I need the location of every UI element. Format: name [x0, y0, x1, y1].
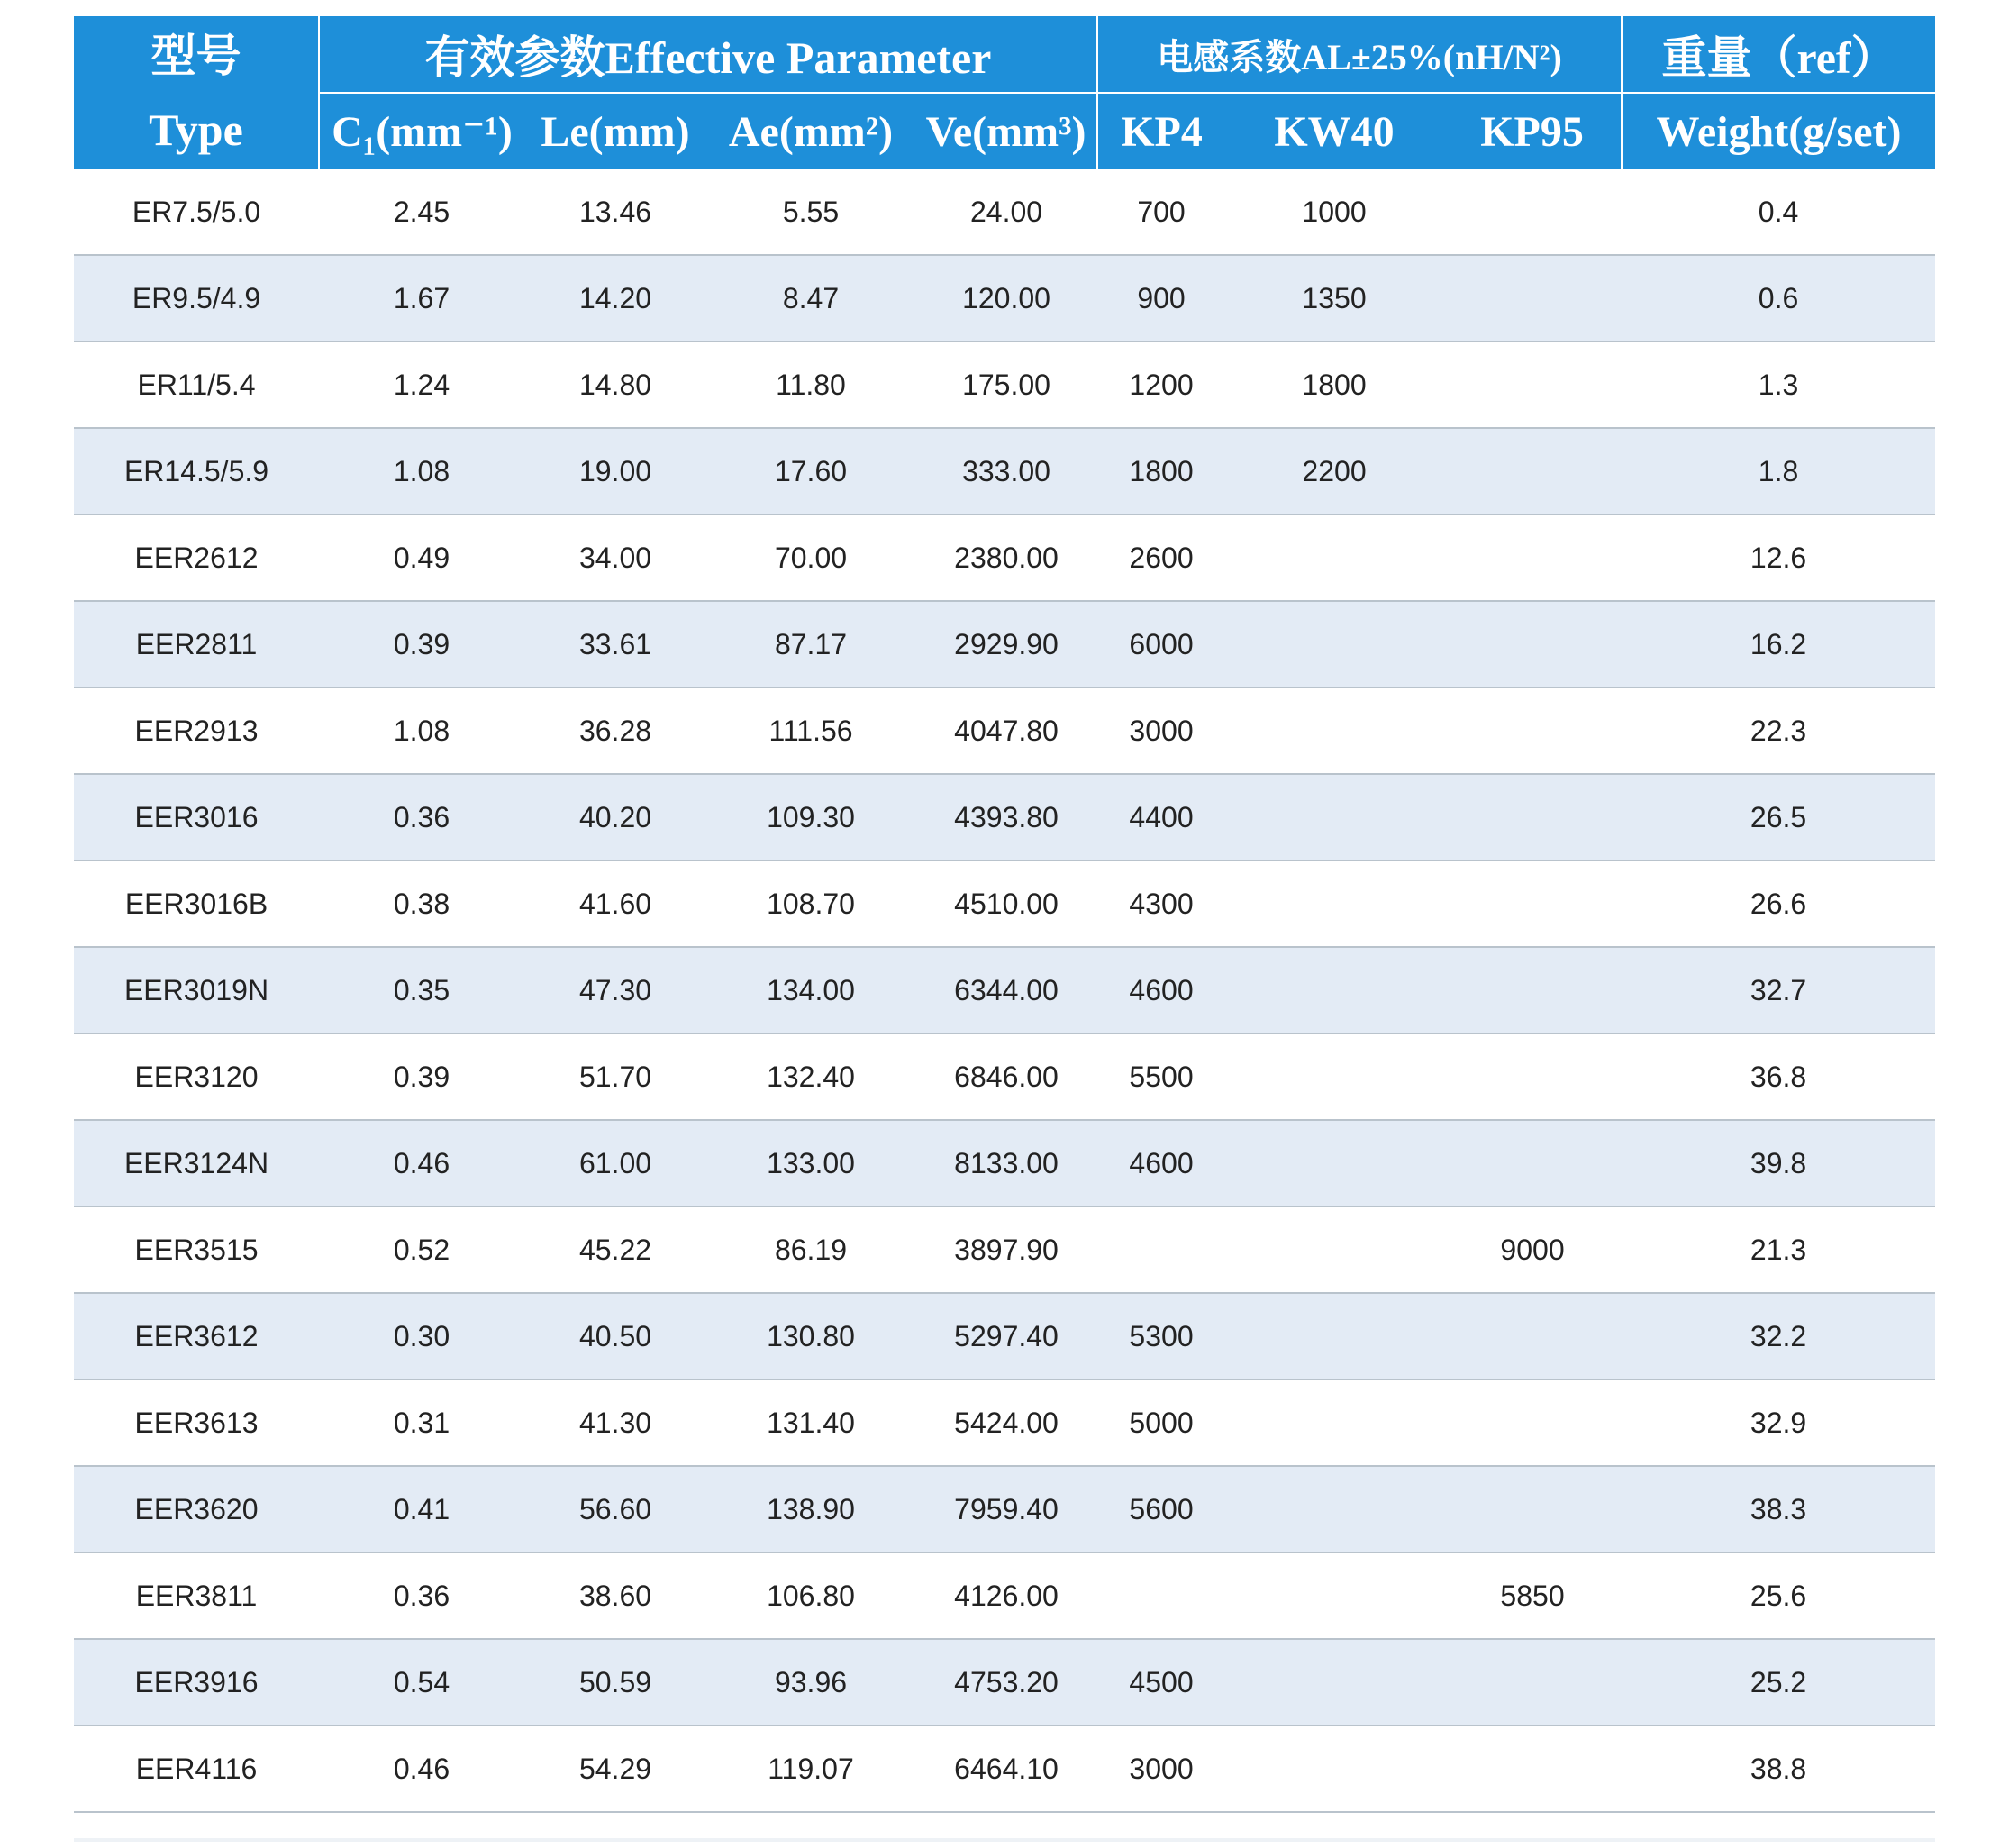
- ae-cell: 138.90: [706, 1466, 915, 1552]
- table-body: [74, 169, 1935, 1812]
- type-cell: EER3916: [74, 1639, 319, 1725]
- table-row: [74, 1120, 1935, 1206]
- kp4-cell: 5300: [1097, 1293, 1225, 1379]
- kp95-cell: [1443, 1725, 1622, 1812]
- kp95-cell: [1443, 774, 1622, 860]
- ae-cell: 17.60: [706, 428, 915, 514]
- kp95-cell: [1443, 1379, 1622, 1466]
- c1-cell: 1.67: [319, 255, 524, 341]
- table-row: [74, 687, 1935, 774]
- ae-cell: 108.70: [706, 860, 915, 947]
- ae-cell: 131.40: [706, 1379, 915, 1466]
- le-cell: 45.22: [524, 1206, 706, 1293]
- type-cell: EER3620: [74, 1466, 319, 1552]
- kw40-cell: 2200: [1225, 428, 1443, 514]
- ve-cell: 4510.00: [915, 860, 1097, 947]
- c1-cell: 1.08: [319, 428, 524, 514]
- table-row: [74, 601, 1935, 687]
- kp4-cell: 4500: [1097, 1639, 1225, 1725]
- ae-cell: 70.00: [706, 514, 915, 601]
- kp95-cell: [1443, 601, 1622, 687]
- kp4-cell: 5600: [1097, 1466, 1225, 1552]
- ae-column-header: Ae(mm²): [706, 93, 915, 169]
- ve-cell: 4393.80: [915, 774, 1097, 860]
- c1-cell: 0.39: [319, 601, 524, 687]
- ve-cell: 6464.10: [915, 1725, 1097, 1812]
- kp4-cell: 5500: [1097, 1033, 1225, 1120]
- kw40-cell: [1225, 1466, 1443, 1552]
- kp95-column-header: KP95: [1443, 93, 1622, 169]
- ae-cell: 106.80: [706, 1552, 915, 1639]
- le-column-header: Le(mm): [524, 93, 706, 169]
- kp4-cell: 4600: [1097, 1120, 1225, 1206]
- table-row: [74, 514, 1935, 601]
- weight-cell: 1.3: [1622, 341, 1935, 428]
- kw40-cell: [1225, 514, 1443, 601]
- weight-cell: 32.7: [1622, 947, 1935, 1033]
- table-row: [74, 169, 1935, 255]
- type-cell: EER3613: [74, 1379, 319, 1466]
- kp95-cell: [1443, 860, 1622, 947]
- table-header: [74, 16, 1935, 169]
- type-cell: EER3124N: [74, 1120, 319, 1206]
- ve-cell: 2380.00: [915, 514, 1097, 601]
- le-cell: 47.30: [524, 947, 706, 1033]
- weight-cell: 12.6: [1622, 514, 1935, 601]
- ve-cell: 7959.40: [915, 1466, 1097, 1552]
- kp4-cell: 6000: [1097, 601, 1225, 687]
- core-parameter-table: [74, 16, 1935, 1813]
- ae-cell: 132.40: [706, 1033, 915, 1120]
- kp95-cell: [1443, 169, 1622, 255]
- weight-cell: 16.2: [1622, 601, 1935, 687]
- le-cell: 38.60: [524, 1552, 706, 1639]
- kp95-cell: [1443, 1033, 1622, 1120]
- ve-cell: 6344.00: [915, 947, 1097, 1033]
- kp4-cell: 4600: [1097, 947, 1225, 1033]
- c1-cell: 0.46: [319, 1725, 524, 1812]
- kp4-cell: 1800: [1097, 428, 1225, 514]
- al-group-header: 电感系数AL±25%(nH/N²): [1097, 16, 1622, 93]
- type-cell: EER2913: [74, 687, 319, 774]
- ae-cell: 133.00: [706, 1120, 915, 1206]
- weight-column-header: Weight(g/set): [1622, 93, 1935, 169]
- le-cell: 41.30: [524, 1379, 706, 1466]
- le-cell: 61.00: [524, 1120, 706, 1206]
- kw40-cell: [1225, 947, 1443, 1033]
- le-cell: 50.59: [524, 1639, 706, 1725]
- type-cell: ER14.5/5.9: [74, 428, 319, 514]
- kp4-cell: 4300: [1097, 860, 1225, 947]
- type-cell: EER3120: [74, 1033, 319, 1120]
- ve-cell: 24.00: [915, 169, 1097, 255]
- ve-cell: 8133.00: [915, 1120, 1097, 1206]
- kp95-cell: [1443, 1120, 1622, 1206]
- bottom-divider: [74, 1838, 1935, 1842]
- c1-cell: 1.24: [319, 341, 524, 428]
- kw40-cell: [1225, 1206, 1443, 1293]
- kp4-cell: 3000: [1097, 1725, 1225, 1812]
- ve-cell: 333.00: [915, 428, 1097, 514]
- weight-cell: 38.3: [1622, 1466, 1935, 1552]
- kp4-cell: 1200: [1097, 341, 1225, 428]
- table-row: [74, 428, 1935, 514]
- kp4-cell: [1097, 1552, 1225, 1639]
- c1-cell: 2.45: [319, 169, 524, 255]
- ae-cell: 111.56: [706, 687, 915, 774]
- weight-cell: 32.9: [1622, 1379, 1935, 1466]
- kw40-cell: [1225, 1725, 1443, 1812]
- weight-cell: 26.5: [1622, 774, 1935, 860]
- type-cell: EER4116: [74, 1725, 319, 1812]
- c1-cell: 0.49: [319, 514, 524, 601]
- table-row: [74, 774, 1935, 860]
- le-cell: 51.70: [524, 1033, 706, 1120]
- table-row: [74, 1379, 1935, 1466]
- ve-cell: 175.00: [915, 341, 1097, 428]
- table-row: [74, 1725, 1935, 1812]
- ve-cell: 5424.00: [915, 1379, 1097, 1466]
- kp95-cell: [1443, 1293, 1622, 1379]
- weight-cell: 39.8: [1622, 1120, 1935, 1206]
- ve-cell: 2929.90: [915, 601, 1097, 687]
- weight-cell: 0.4: [1622, 169, 1935, 255]
- core-spec-sheet: [74, 16, 1935, 1813]
- kw40-cell: [1225, 1639, 1443, 1725]
- weight-zh-header: 重量（ref）: [1622, 16, 1935, 93]
- ve-cell: 4047.80: [915, 687, 1097, 774]
- c1-column-header: C₁(mm⁻¹): [319, 93, 524, 169]
- weight-cell: 25.6: [1622, 1552, 1935, 1639]
- kp4-column-header: KP4: [1097, 93, 1225, 169]
- weight-cell: 22.3: [1622, 687, 1935, 774]
- kp4-cell: 900: [1097, 255, 1225, 341]
- le-cell: 14.80: [524, 341, 706, 428]
- kw40-cell: [1225, 1379, 1443, 1466]
- c1-cell: 0.35: [319, 947, 524, 1033]
- table-row: [74, 341, 1935, 428]
- kp95-cell: [1443, 1639, 1622, 1725]
- c1-cell: 0.36: [319, 774, 524, 860]
- kw40-cell: 1350: [1225, 255, 1443, 341]
- kw40-cell: [1225, 687, 1443, 774]
- kw40-cell: [1225, 1293, 1443, 1379]
- ae-cell: 134.00: [706, 947, 915, 1033]
- le-cell: 14.20: [524, 255, 706, 341]
- table-row: [74, 860, 1935, 947]
- kw40-cell: [1225, 1120, 1443, 1206]
- c1-cell: 0.36: [319, 1552, 524, 1639]
- le-cell: 41.60: [524, 860, 706, 947]
- ae-cell: 93.96: [706, 1639, 915, 1725]
- kw40-column-header: KW40: [1225, 93, 1443, 169]
- kp95-cell: [1443, 1466, 1622, 1552]
- kw40-cell: [1225, 1033, 1443, 1120]
- c1-cell: 0.38: [319, 860, 524, 947]
- table-row: [74, 1293, 1935, 1379]
- ve-cell: 4126.00: [915, 1552, 1097, 1639]
- weight-cell: 38.8: [1622, 1725, 1935, 1812]
- ae-cell: 86.19: [706, 1206, 915, 1293]
- kw40-cell: 1000: [1225, 169, 1443, 255]
- type-cell: EER3019N: [74, 947, 319, 1033]
- kp95-cell: [1443, 341, 1622, 428]
- type-cell: EER2811: [74, 601, 319, 687]
- weight-cell: 21.3: [1622, 1206, 1935, 1293]
- type-cell: EER3811: [74, 1552, 319, 1639]
- effective-parameter-group-header: 有效参数Effective Parameter: [319, 16, 1097, 93]
- ve-cell: 120.00: [915, 255, 1097, 341]
- type-cell: EER3515: [74, 1206, 319, 1293]
- table-row: [74, 1466, 1935, 1552]
- le-cell: 13.46: [524, 169, 706, 255]
- ae-cell: 5.55: [706, 169, 915, 255]
- weight-cell: 1.8: [1622, 428, 1935, 514]
- kp4-cell: 3000: [1097, 687, 1225, 774]
- type-cell: ER7.5/5.0: [74, 169, 319, 255]
- ve-cell: 4753.20: [915, 1639, 1097, 1725]
- kp4-cell: [1097, 1206, 1225, 1293]
- table-row: [74, 1639, 1935, 1725]
- ve-column-header: Ve(mm³): [915, 93, 1097, 169]
- c1-cell: 0.31: [319, 1379, 524, 1466]
- kp4-cell: 2600: [1097, 514, 1225, 601]
- kw40-cell: [1225, 774, 1443, 860]
- kp95-cell: 9000: [1443, 1206, 1622, 1293]
- kw40-cell: [1225, 601, 1443, 687]
- c1-cell: 0.30: [319, 1293, 524, 1379]
- le-cell: 54.29: [524, 1725, 706, 1812]
- table-row: [74, 1206, 1935, 1293]
- ve-cell: 6846.00: [915, 1033, 1097, 1120]
- kw40-cell: [1225, 1552, 1443, 1639]
- weight-cell: 36.8: [1622, 1033, 1935, 1120]
- ae-cell: 119.07: [706, 1725, 915, 1812]
- ae-cell: 87.17: [706, 601, 915, 687]
- c1-cell: 1.08: [319, 687, 524, 774]
- le-cell: 34.00: [524, 514, 706, 601]
- le-cell: 19.00: [524, 428, 706, 514]
- table-row: [74, 1033, 1935, 1120]
- le-cell: 56.60: [524, 1466, 706, 1552]
- weight-cell: 26.6: [1622, 860, 1935, 947]
- kp4-cell: 4400: [1097, 774, 1225, 860]
- kp95-cell: 5850: [1443, 1552, 1622, 1639]
- ae-cell: 11.80: [706, 341, 915, 428]
- kp95-cell: [1443, 255, 1622, 341]
- weight-cell: 25.2: [1622, 1639, 1935, 1725]
- kp4-cell: 700: [1097, 169, 1225, 255]
- type-cell: ER9.5/4.9: [74, 255, 319, 341]
- ve-cell: 5297.40: [915, 1293, 1097, 1379]
- c1-cell: 0.52: [319, 1206, 524, 1293]
- table-row: [74, 1552, 1935, 1639]
- ae-cell: 109.30: [706, 774, 915, 860]
- type-cell: EER3016: [74, 774, 319, 860]
- weight-cell: 32.2: [1622, 1293, 1935, 1379]
- table-row: [74, 255, 1935, 341]
- type-zh-label: 型号: [150, 31, 241, 81]
- c1-cell: 0.39: [319, 1033, 524, 1120]
- ve-cell: 3897.90: [915, 1206, 1097, 1293]
- weight-cell: 0.6: [1622, 255, 1935, 341]
- type-column-header: [74, 16, 319, 169]
- le-cell: 40.20: [524, 774, 706, 860]
- le-cell: 33.61: [524, 601, 706, 687]
- kp95-cell: [1443, 514, 1622, 601]
- type-cell: EER2612: [74, 514, 319, 601]
- kw40-cell: [1225, 860, 1443, 947]
- kp95-cell: [1443, 428, 1622, 514]
- type-cell: ER11/5.4: [74, 341, 319, 428]
- le-cell: 36.28: [524, 687, 706, 774]
- kp4-cell: 5000: [1097, 1379, 1225, 1466]
- type-cell: EER3016B: [74, 860, 319, 947]
- c1-cell: 0.41: [319, 1466, 524, 1552]
- kw40-cell: 1800: [1225, 341, 1443, 428]
- c1-cell: 0.54: [319, 1639, 524, 1725]
- kp95-cell: [1443, 947, 1622, 1033]
- c1-cell: 0.46: [319, 1120, 524, 1206]
- ae-cell: 8.47: [706, 255, 915, 341]
- table-row: [74, 947, 1935, 1033]
- ae-cell: 130.80: [706, 1293, 915, 1379]
- kp95-cell: [1443, 687, 1622, 774]
- type-cell: EER3612: [74, 1293, 319, 1379]
- type-en-label: Type: [149, 105, 243, 155]
- le-cell: 40.50: [524, 1293, 706, 1379]
